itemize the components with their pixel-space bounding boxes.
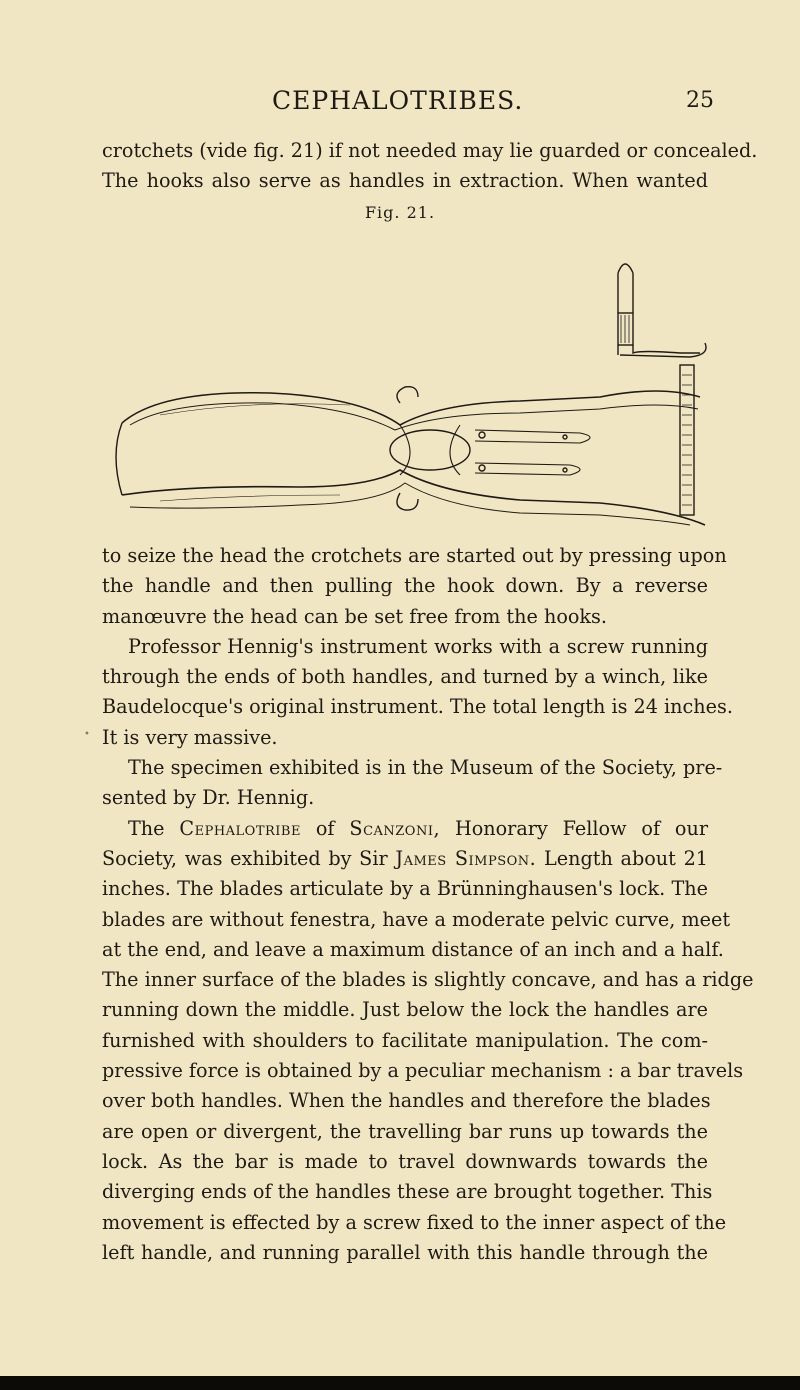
text-line: blades are without fenestra, have a moderate pelvic curve, meet	[102, 907, 731, 931]
text-line: inches. The blades articulate by a Brünninghausen's lock. The	[102, 877, 708, 901]
text-line: manœuvre the head can be set free from the hooks.	[102, 604, 607, 628]
screw-rod	[680, 365, 694, 515]
page-header	[0, 86, 800, 126]
text-line: crotchets (vide fig. 21) if not needed may lie guarded or concealed.	[102, 139, 758, 162]
top-paragraph	[102, 136, 758, 197]
word: Society, was exhibited by Sir	[102, 846, 388, 870]
text-line: to seize the head the crotchets are started out by pressing upon	[102, 544, 727, 567]
text-line: the handle and then pulling the hook down. By a reverse	[102, 574, 708, 598]
blade-tip	[116, 423, 122, 495]
text-line: Baudelocque's original instrument. The total length is 24 inches.	[102, 695, 733, 719]
text-line: diverging ends of the handles these are brought together. This	[102, 1180, 713, 1204]
word-smallcaps: James Simpson.	[395, 846, 537, 870]
text-line: left handle, and running parallel with this handle through the	[102, 1240, 708, 1264]
word: of	[315, 816, 335, 840]
winch-knob	[618, 264, 633, 313]
body-text	[102, 541, 754, 1268]
text-line	[102, 844, 708, 874]
text-line: The specimen exhibited is in the Museum of the Society, pre-	[128, 756, 723, 780]
text-line: The inner surface of the blades is slightly concave, and has a ridge	[102, 968, 754, 992]
text-line: sented by Dr. Hennig.	[102, 786, 315, 810]
crotchet-hook-lower	[397, 493, 418, 510]
text-line: furnished with shoulders to facilitate manipulation. The com-	[102, 1028, 708, 1052]
cephalotribe-illustration	[100, 225, 710, 530]
winch-grip	[618, 313, 633, 345]
margin-dot: •	[84, 729, 90, 740]
word-smallcaps: Cephalotribe	[179, 816, 301, 840]
text-line: The hooks also serve as handles in extraction. When wanted	[102, 169, 708, 193]
winch-arm	[618, 345, 700, 355]
lock	[390, 430, 470, 470]
text-line: running down the middle. Just below the lock the handles are	[102, 998, 708, 1022]
text-line: It is very massive.	[102, 725, 278, 749]
travelling-bar	[475, 430, 590, 443]
word: The	[128, 816, 165, 840]
word: Length about 21	[544, 846, 709, 870]
text-line: over both handles. When the handles and therefore the blades	[102, 1089, 711, 1113]
word-smallcaps: Scanzoni,	[349, 816, 441, 840]
text-line: at the end, and leave a maximum distance of an inch and a half.	[102, 937, 724, 961]
text-line: pressive force is obtained by a peculiar mechanism : a bar travels	[102, 1059, 744, 1083]
text-line: movement is effected by a screw fixed to the inner aspect of the	[102, 1210, 727, 1234]
crotchet-hook-upper	[397, 387, 418, 403]
page-number: 25	[686, 88, 714, 113]
text-line	[102, 814, 708, 844]
running-title: CEPHALOTRIBES.	[272, 86, 524, 115]
word: Honorary Fellow of our	[454, 816, 709, 840]
text-line: lock. As the bar is made to travel downwards towards the	[102, 1149, 708, 1173]
scan-edge	[0, 1376, 800, 1390]
text-line: are open or divergent, the travelling bar runs up towards the	[102, 1119, 708, 1143]
text-line: Professor Hennig's instrument works with a screw running	[128, 634, 708, 658]
figure-caption: Fig. 21.	[364, 203, 436, 222]
text-line: through the ends of both handles, and turned by a winch, like	[102, 665, 708, 689]
upper-blade	[122, 391, 700, 425]
